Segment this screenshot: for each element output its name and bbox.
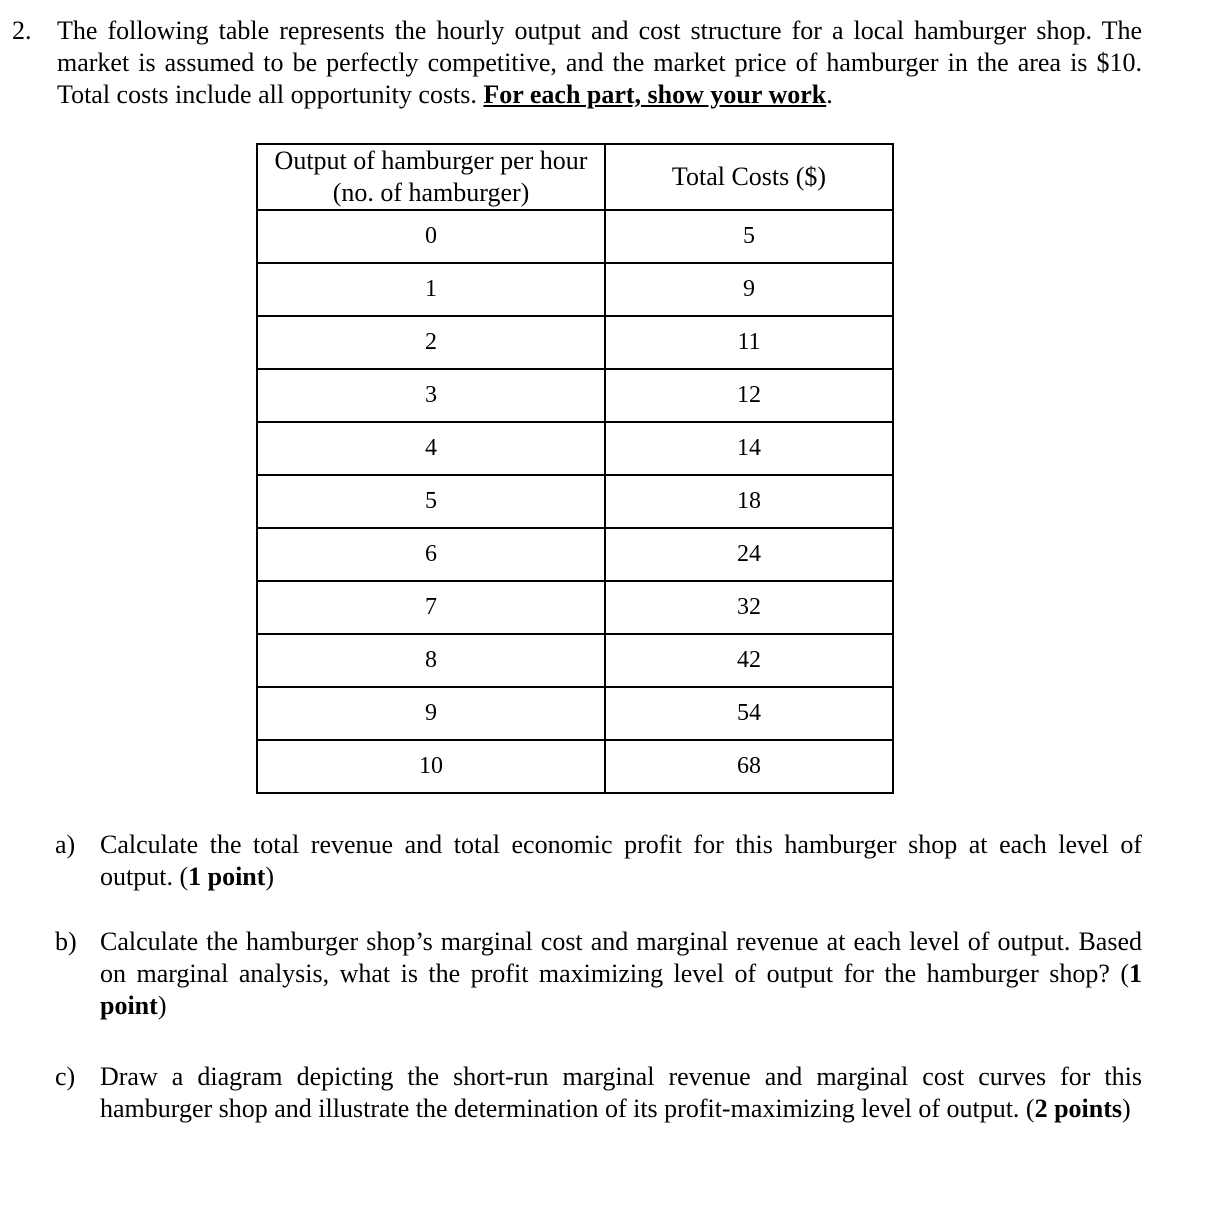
table-row	[257, 316, 893, 369]
part-c-end: )	[1122, 1094, 1131, 1123]
cost-table	[256, 143, 894, 794]
cost-cell: 54	[605, 687, 893, 740]
cost-cell: 18	[605, 475, 893, 528]
cost-cell: 68	[605, 740, 893, 793]
part-c-text	[100, 1061, 1142, 1125]
part-b-body: Calculate the hamburger shop’s marginal cost and marginal revenue at each level of output. Based on marginal analysis, what is the profit maximizing level of output for the hamburger shop? (	[100, 927, 1142, 988]
question-intro	[57, 15, 1142, 111]
cost-cell: 24	[605, 528, 893, 581]
cost-cell: 32	[605, 581, 893, 634]
table-row	[257, 263, 893, 316]
part-a	[55, 829, 1142, 893]
part-c-body: Draw a diagram depicting the short-run marginal revenue and marginal cost curves for this hamburger shop and illustrate the determination of its profit-maximizing level of output. (	[100, 1062, 1142, 1123]
output-cell: 6	[257, 528, 605, 581]
output-cell: 1	[257, 263, 605, 316]
table-row	[257, 740, 893, 793]
header-total-costs: Total Costs ($)	[605, 144, 893, 210]
output-cell: 5	[257, 475, 605, 528]
output-cell: 7	[257, 581, 605, 634]
intro-text: The following table represents the hourly output and cost structure for a local hamburger shop. The market is assumed to be perfectly competitive, and the market price of hamburger in the area is $10. Total costs include all opportunity costs.	[57, 16, 1142, 109]
part-c-points: 2 points	[1034, 1094, 1122, 1123]
table-row	[257, 369, 893, 422]
cost-cell: 9	[605, 263, 893, 316]
output-cell: 8	[257, 634, 605, 687]
part-b-points: 1 point	[100, 959, 1142, 1020]
intro-emphasis: For each part, show your work	[483, 80, 827, 109]
table-row	[257, 687, 893, 740]
table-header-row	[257, 144, 893, 210]
part-c	[55, 1061, 1142, 1125]
table-row	[257, 422, 893, 475]
part-b-label: b)	[55, 927, 77, 956]
part-a-body: Calculate the total revenue and total economic profit for this hamburger shop at each level of output. (	[100, 830, 1142, 891]
table-row	[257, 210, 893, 263]
question-number: 2.	[12, 16, 32, 45]
table-row	[257, 634, 893, 687]
cost-cell: 11	[605, 316, 893, 369]
cost-cell: 42	[605, 634, 893, 687]
table-row	[257, 475, 893, 528]
part-a-label: a)	[55, 830, 76, 859]
cost-cell: 5	[605, 210, 893, 263]
output-cell: 3	[257, 369, 605, 422]
intro-end: .	[826, 80, 833, 109]
output-cell: 2	[257, 316, 605, 369]
output-cell: 4	[257, 422, 605, 475]
table-row	[257, 528, 893, 581]
part-a-end: )	[265, 862, 275, 891]
cost-cell: 12	[605, 369, 893, 422]
output-cell: 9	[257, 687, 605, 740]
part-b	[55, 926, 1142, 1022]
header-output: Output of hamburger per hour (no. of hamburger)	[257, 144, 605, 210]
part-c-label: c)	[55, 1062, 76, 1091]
output-cell: 10	[257, 740, 605, 793]
part-b-text	[100, 926, 1142, 1022]
part-a-text	[100, 829, 1142, 893]
output-cell: 0	[257, 210, 605, 263]
part-b-end: )	[157, 991, 167, 1020]
table-row	[257, 581, 893, 634]
part-a-points: 1 point	[188, 862, 266, 891]
cost-cell: 14	[605, 422, 893, 475]
